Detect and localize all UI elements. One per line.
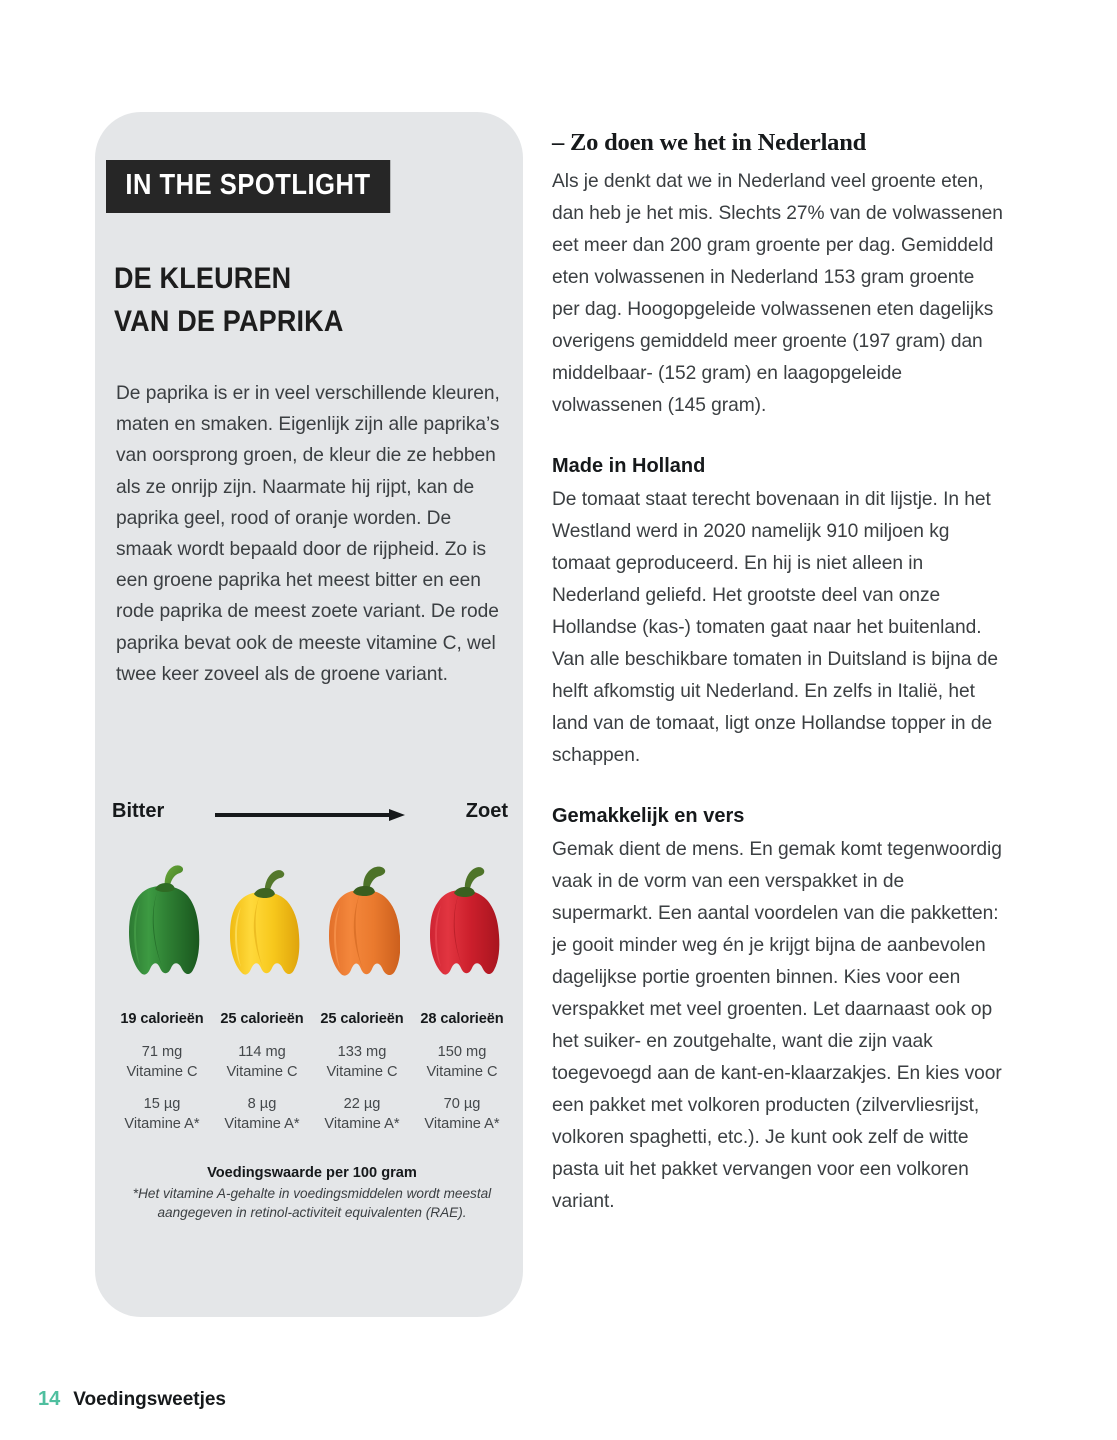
card-title-line-2: VAN DE PAPRIKA: [114, 304, 344, 338]
vitamin-a-value: 22 µg: [343, 1096, 381, 1112]
nutrition-footnote: [112, 1163, 512, 1222]
orange-pepper-icon: [324, 862, 400, 987]
section-heading-nederland: – Zo doen we het in Nederland: [552, 129, 867, 156]
calories-value: 25 calorieën: [320, 1011, 404, 1027]
page-number: 14: [38, 1388, 61, 1410]
vitamin-c-label: Vitamine C: [426, 1063, 498, 1080]
card-body-text: De paprika is er in veel verschillende kleuren, maten en smaken. Eigenlijk zijn alle paprika’s van oorsprong groen, de kleur die ze hebben als ze onrijp zijn. Naarmate hij rijpt, kan de paprika geel, rood of oranje worden. De smaak wordt bepaald door de rijpheid. Zo is een groene paprika het meest bitter en een rode paprika de meest zoete variant. De rode paprika bevat ook de meeste vitamine C, wel twee keer zoveel als de groene variant.: [116, 383, 500, 685]
card-title-line-1: DE KLEUREN: [114, 262, 292, 295]
section-spacer: [552, 422, 1004, 452]
vitamin-c-value: 114 mg: [238, 1044, 286, 1060]
section-heading-gemakkelijk: [552, 802, 1004, 830]
footnote-text: *Het vitamine A-gehalte in voedingsmiddelen wordt meestal aangegeven in retinol-activiteit equivalenten (RAE).: [132, 1186, 492, 1220]
nutrition-column-orange: [312, 1008, 412, 1134]
section-heading-label: Gemakkelijk en vers: [552, 805, 745, 827]
calories-value: 28 calorieën: [420, 1011, 504, 1027]
pepper-cell-orange: [312, 855, 412, 987]
vitamin-a-label: Vitamine A*: [324, 1115, 400, 1132]
right-arrow-icon: [215, 809, 405, 821]
vitamin-c-label: Vitamine C: [226, 1063, 298, 1080]
card-title: [114, 258, 474, 343]
vitamin-c-group: [312, 1043, 412, 1082]
pepper-cell-green: [112, 855, 212, 987]
footnote-title: Voedingswaarde per 100 gram: [207, 1165, 417, 1181]
pepper-cell-yellow: [212, 855, 312, 987]
section-nederland: [552, 128, 1004, 422]
section-heading-made-in-holland: [552, 452, 1004, 480]
vitamin-c-value: 71 mg: [141, 1044, 183, 1060]
netherlands-flag-icon: [714, 454, 741, 481]
vitamin-a-value: 8 µg: [247, 1096, 277, 1112]
vitamin-a-label: Vitamine A*: [224, 1115, 300, 1132]
vitamin-a-label: Vitamine A*: [424, 1115, 500, 1132]
taste-scale: [112, 797, 508, 831]
red-pepper-icon: [424, 862, 500, 987]
vitamin-a-group: [312, 1095, 412, 1134]
right-column: [552, 128, 1004, 1218]
page-footer: [38, 1386, 226, 1413]
nutrition-column-red: [412, 1008, 512, 1134]
vitamin-c-group: [212, 1043, 312, 1082]
vitamin-c-value: 150 mg: [437, 1044, 487, 1060]
vitamin-a-label: Vitamine A*: [124, 1115, 200, 1132]
section-gemakkelijk-en-vers: [552, 802, 1004, 1218]
pepper-image-row: [112, 855, 512, 987]
nutrition-table: [112, 1008, 512, 1134]
footer-section-title: Voedingsweetjes: [73, 1389, 227, 1410]
section-paragraph-made-in-holland: De tomaat staat terecht bovenaan in dit lijstje. In het Westland werd in 2020 namelijk 910 miljoen kg tomaat geproduceerd. En hij is niet alleen in Nederland geliefd. Het grootste deel van onze Hollandse (kas-) tomaten gaat naar het buitenland. Van alle beschikbare tomaten in Duitsland is bijna de helft afkomstig uit Nederland. En zelfs in Italië, het land van de tomaat, ligt onze Hollandse topper in de schappen.: [552, 489, 999, 766]
calories-value: 25 calorieën: [220, 1011, 304, 1027]
vitamin-c-label: Vitamine C: [326, 1063, 398, 1080]
vitamin-c-label: Vitamine C: [126, 1063, 198, 1080]
green-pepper-icon: [124, 862, 200, 987]
section-spacer: [552, 772, 1004, 802]
vitamin-a-group: [412, 1095, 512, 1134]
section-paragraph-gemakkelijk: Gemak dient de mens. En gemak komt tegenwoordig vaak in de vorm van een verspakket in de supermarkt. Een aantal voordelen van die pakketten: je gooit minder weg én je krijgt bijna de aanbevolen dagelijkse portie groenten binnen. Kies voor een verspakket met veel groenten. Let daarnaast ook op het suiker- en zoutgehalte, want die zijn vaak toegevoegd aan de kant-en-klaarzakjes. En kies voor een pakket met volkoren producten (zilvervliesrijst, volkoren spaghetti, etc.). Je kunt ook zelf de witte pasta uit het pakket vervangen voor een volkoren variant.: [552, 839, 1002, 1212]
nutrition-column-green: [112, 1008, 212, 1134]
vitamin-c-group: [412, 1043, 512, 1082]
vitamin-c-value: 133 mg: [337, 1044, 387, 1060]
vitamin-c-group: [112, 1043, 212, 1082]
section-heading-label: Made in Holland: [552, 455, 706, 477]
section-made-in-holland: [552, 452, 1004, 772]
scale-label-bitter: Bitter: [112, 800, 165, 822]
spotlight-badge: IN THE SPOTLIGHT: [106, 160, 390, 213]
nutrition-column-yellow: [212, 1008, 312, 1134]
yellow-pepper-icon: [224, 862, 300, 987]
scale-label-zoet: Zoet: [465, 800, 508, 822]
vitamin-a-group: [112, 1095, 212, 1134]
vitamin-a-value: 15 µg: [143, 1096, 181, 1112]
vitamin-a-group: [212, 1095, 312, 1134]
vitamin-a-value: 70 µg: [443, 1096, 481, 1112]
calories-value: 19 calorieën: [120, 1011, 204, 1027]
pepper-cell-red: [412, 855, 512, 987]
section-paragraph-nederland: Als je denkt dat we in Nederland veel groente eten, dan heb je het mis. Slechts 27% van de volwassenen eet meer dan 200 gram groente per dag. Gemiddeld eten volwassenen in Nederland 153 gram groente per dag. Hoogopgeleide volwassenen eten dagelijks overigens gemiddeld meer groente (197 gram) dan middelbaar- (152 gram) en laagopgeleide volwassenen (145 gram).: [552, 171, 1003, 416]
